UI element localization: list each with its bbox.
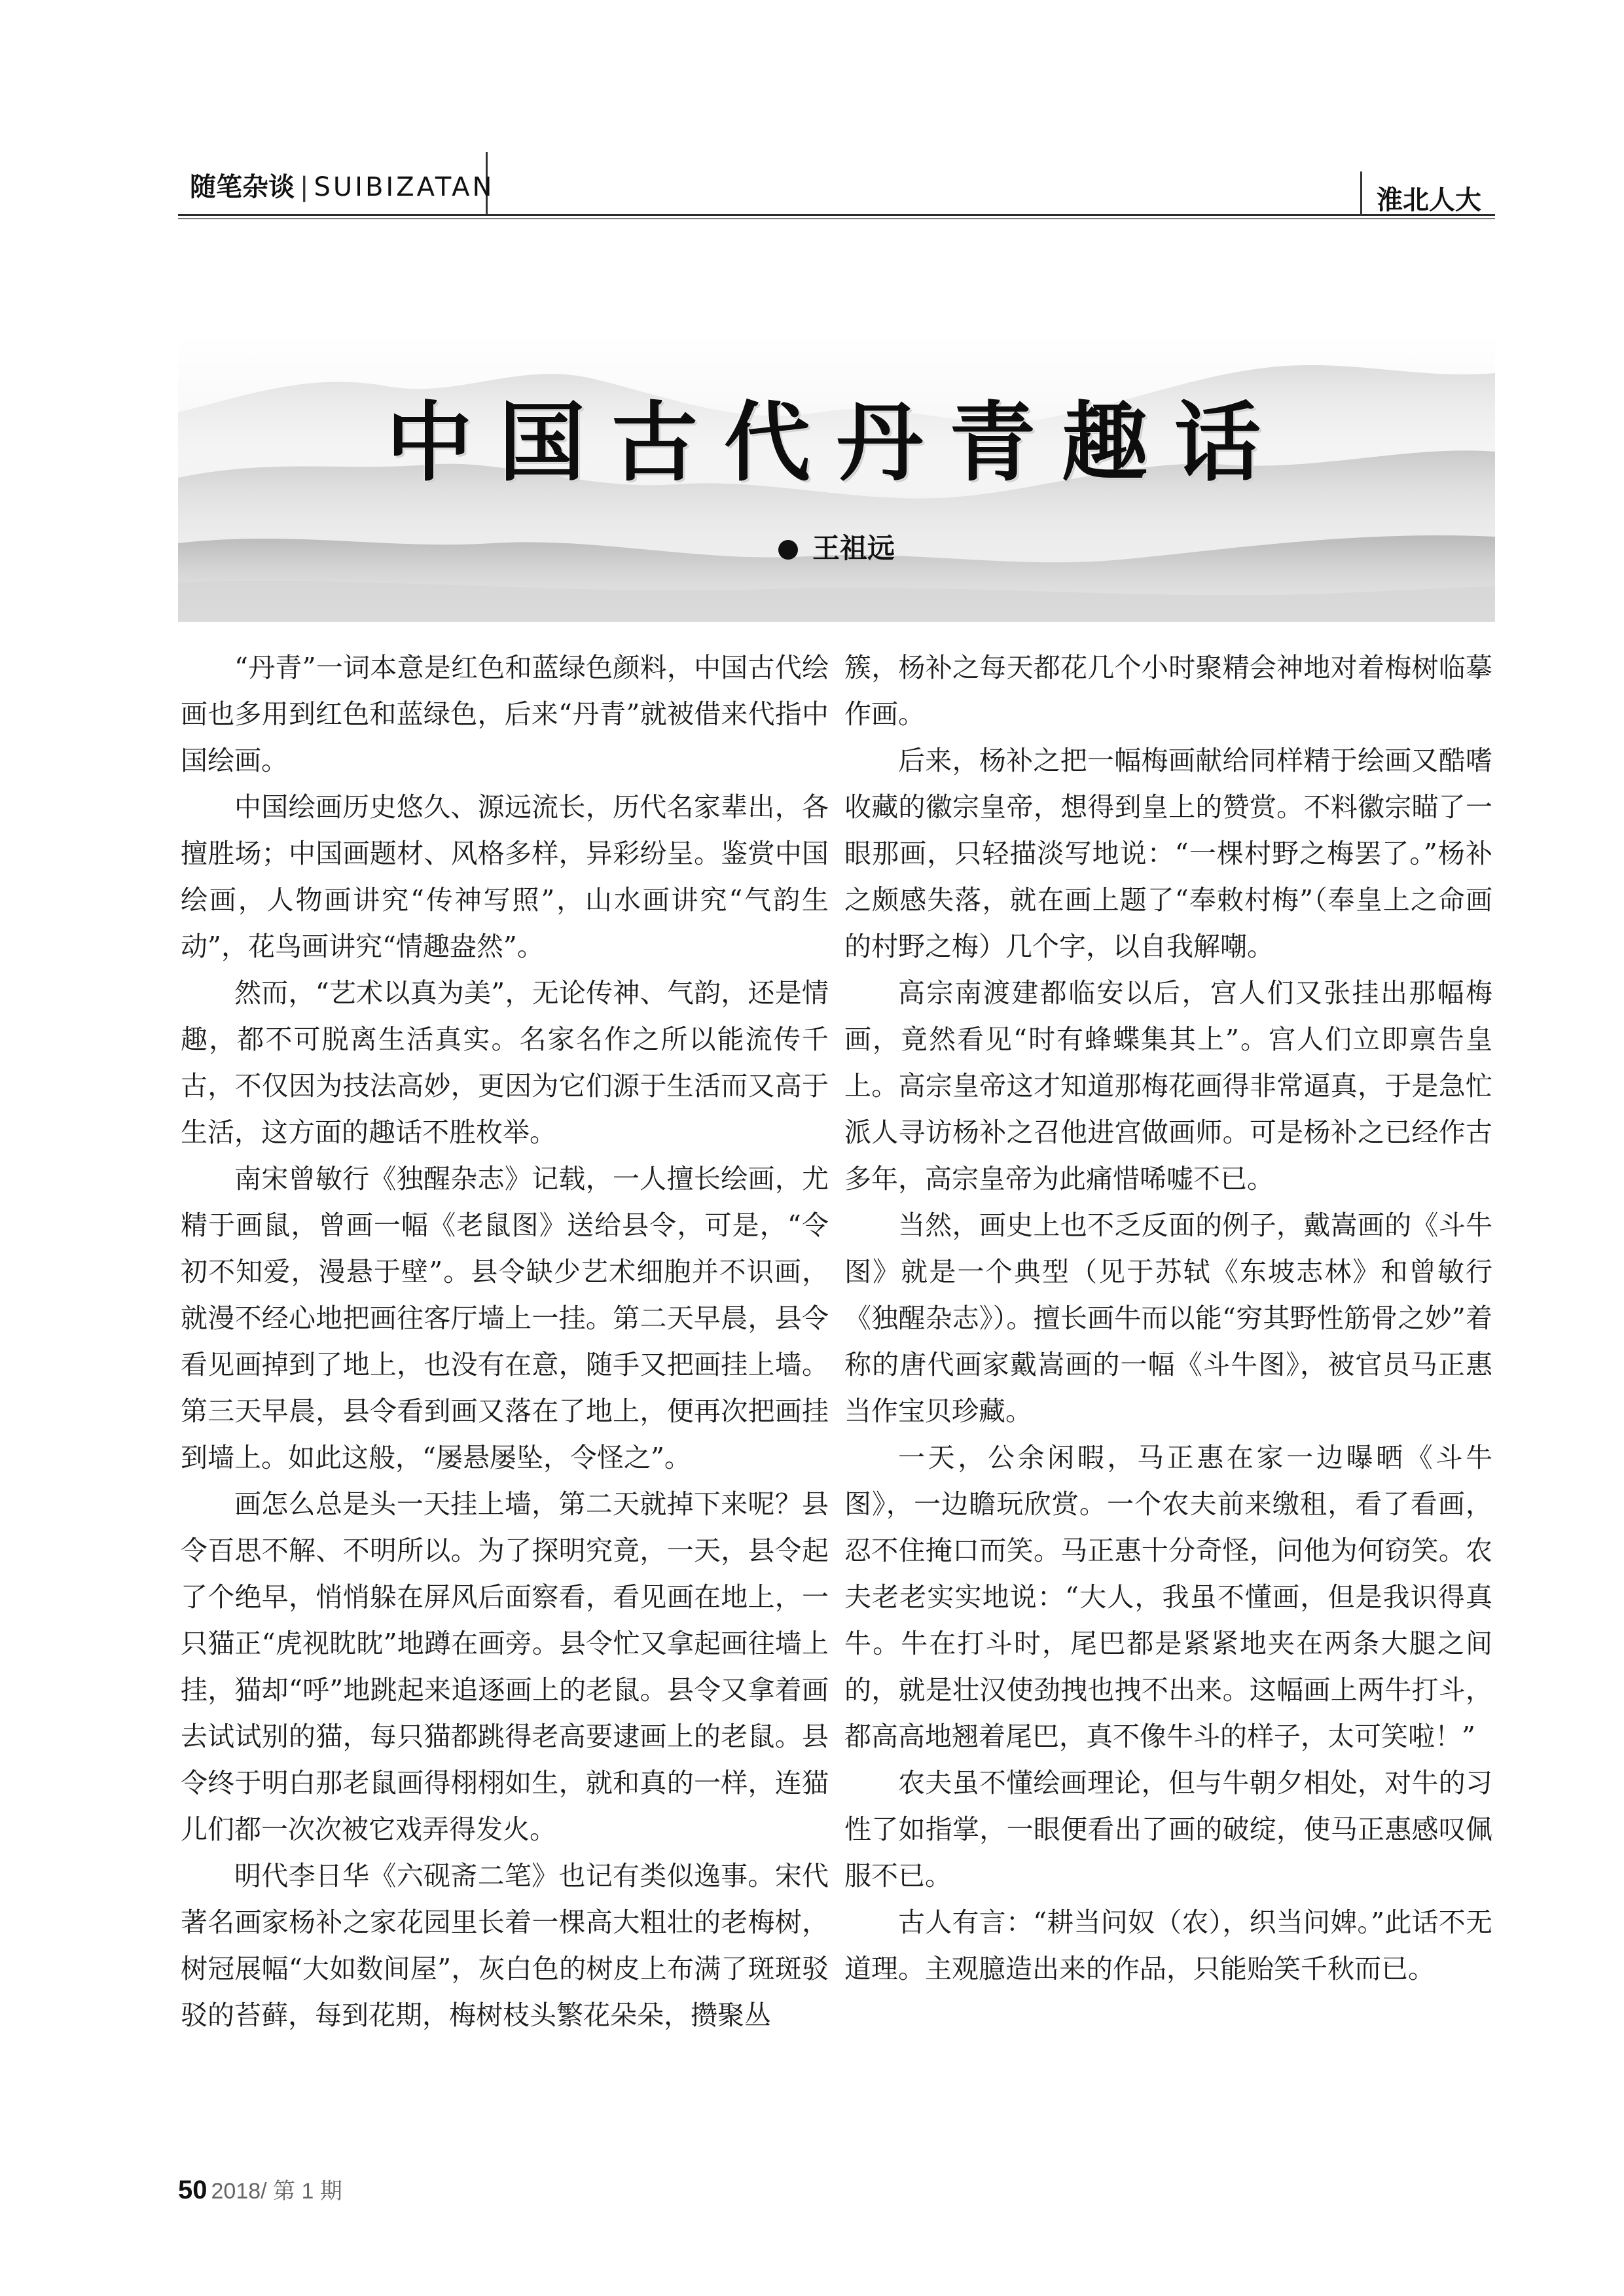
left-column — [181, 645, 829, 2039]
byline-bullet-icon — [778, 540, 798, 560]
column-separator: | — [300, 172, 309, 202]
page-footer — [178, 2173, 342, 2205]
column-name-en: SUIBIZATAN — [314, 172, 495, 202]
paragraph: 南宋曾敏行《独醒杂志》记载，一人擅长绘画，尤精于画鼠，曾画一幅《老鼠图》送给县令，可是，“令初不知爱，漫悬于壁”。县令缺少艺术细胞并不识画，就漫不经心地把画往客厅墙上一挂。第二天早晨，县令看见画掉到了地上，也没有在意，随手又把画挂上墙。第三天早晨，县令看到画又落在了地上，便再次把画挂到墙上。如此这般，“屡悬屡坠，令怪之”。 — [181, 1163, 829, 1473]
paragraph: 高宗南渡建都临安以后，宫人们又张挂出那幅梅画，竟然看见“时有蜂蝶集其上”。宫人们立即禀告皇上。高宗皇帝这才知道那梅花画得非常逼真，于是急忙派人寻访杨补之召他进宫做画师。可是杨补之已经作古多年，高宗皇帝为此痛惜唏嘘不已。 — [844, 977, 1492, 1194]
header-rule-thin — [178, 218, 1495, 219]
paragraph: 农夫虽不懂绘画理论，但与牛朝夕相处，对牛的习性了如指掌，一眼便看出了画的破绽，使马正惠感叹佩服不已。 — [844, 1767, 1492, 1892]
byline — [178, 527, 1495, 566]
paragraph: 中国绘画历史悠久、源远流长，历代名家辈出，各擅胜场；中国画题材、风格多样，异彩纷呈。鉴赏中国绘画，人物画讲究“传神写照”，山水画讲究“气韵生动”，花鸟画讲究“情趣盎然”。 — [181, 791, 829, 962]
publication-name: 淮北人大 — [1377, 185, 1481, 215]
paragraph: 然而，“艺术以真为美”，无论传神、气韵，还是情趣，都不可脱离生活真实。名家名作之所以能流传千古，不仅因为技法高妙，更因为它们源于生活而又高于生活，这方面的趣话不胜枚举。 — [181, 977, 829, 1148]
issue-label: 2018/ 第 1 期 — [211, 2179, 342, 2204]
column-label — [190, 166, 494, 204]
paragraph: “丹青”一词本意是红色和蓝绿色颜料，中国古代绘画也多用到红色和蓝绿色，后来“丹青”就被借来代指中国绘画。 — [181, 652, 829, 776]
paragraph-continuation: 簇，杨补之每天都花几个小时聚精会神地对着梅树临摹作画。 — [844, 652, 1492, 730]
header-rule — [178, 214, 1495, 216]
page-number: 50 — [178, 2176, 208, 2204]
paragraph: 当然，画史上也不乏反面的例子，戴嵩画的《斗牛图》就是一个典型（见于苏轼《东坡志林》和曾敏行《独醒杂志》）。擅长画牛而以能“穷其野性筋骨之妙”着称的唐代画家戴嵩画的一幅《斗牛图》，被官员马正惠当作宝贝珍藏。 — [844, 1210, 1492, 1427]
paragraph: 一天，公余闲暇，马正惠在家一边曝晒《斗牛图》，一边瞻玩欣赏。一个农夫前来缴租，看了看画，忍不住掩口而笑。马正惠十分奇怪，问他为何窃笑。农夫老老实实地说：“大人，我虽不懂画，但是我识得真牛。牛在打斗时，尾巴都是紧紧地夹在两条大腿之间的，就是壮汉使劲拽也拽不出来。这幅画上两牛打斗，都高高地翘着尾巴，真不像牛斗的样子，太可笑啦！” — [844, 1442, 1492, 1752]
author-name: 王祖远 — [812, 532, 895, 564]
right-column — [844, 645, 1492, 1992]
article-title: 中国古代丹青趣话 — [386, 392, 1287, 493]
publication-tab — [1360, 171, 1487, 216]
paragraph: 明代李日华《六砚斋二笔》也记有类似逸事。宋代著名画家杨补之家花园里长着一棵高大粗壮的老梅树，树冠展幅“大如数间屋”，灰白色的树皮上布满了斑斑驳驳的苔藓，每到花期，梅树枝头繁花朵朵，攒聚丛 — [181, 1860, 829, 2031]
paragraph: 画怎么总是头一天挂上墙，第二天就掉下来呢？县令百思不解、不明所以。为了探明究竟，一天，县令起了个绝早，悄悄躲在屏风后面察看，看见画在地上，一只猫正“虎视眈眈”地蹲在画旁。县令忙又拿起画往墙上挂，猫却“呼”地跳起来追逐画上的老鼠。县令又拿着画去试试别的猫，每只猫都跳得老高要逮画上的老鼠。县令终于明白那老鼠画得栩栩如生，就和真的一样，连猫儿们都一次次被它戏弄得发火。 — [181, 1488, 829, 1845]
column-name-cn: 随笔杂谈 — [190, 172, 295, 202]
paragraph: 后来，杨补之把一幅梅画献给同样精于绘画又酷嗜收藏的徽宗皇帝，想得到皇上的赞赏。不料徽宗瞄了一眼那画，只轻描淡写地说：“一棵村野之梅罢了。”杨补之颇感失落，就在画上题了“奉敕村梅”（奉皇上之命画的村野之梅）几个字，以自我解嘲。 — [844, 745, 1492, 962]
title-banner — [178, 334, 1495, 622]
paragraph: 古人有言：“耕当问奴（农），织当问婢。”此话不无道理。主观臆造出来的作品，只能贻笑千秋而已。 — [844, 1907, 1492, 1984]
column-tab — [178, 152, 495, 214]
